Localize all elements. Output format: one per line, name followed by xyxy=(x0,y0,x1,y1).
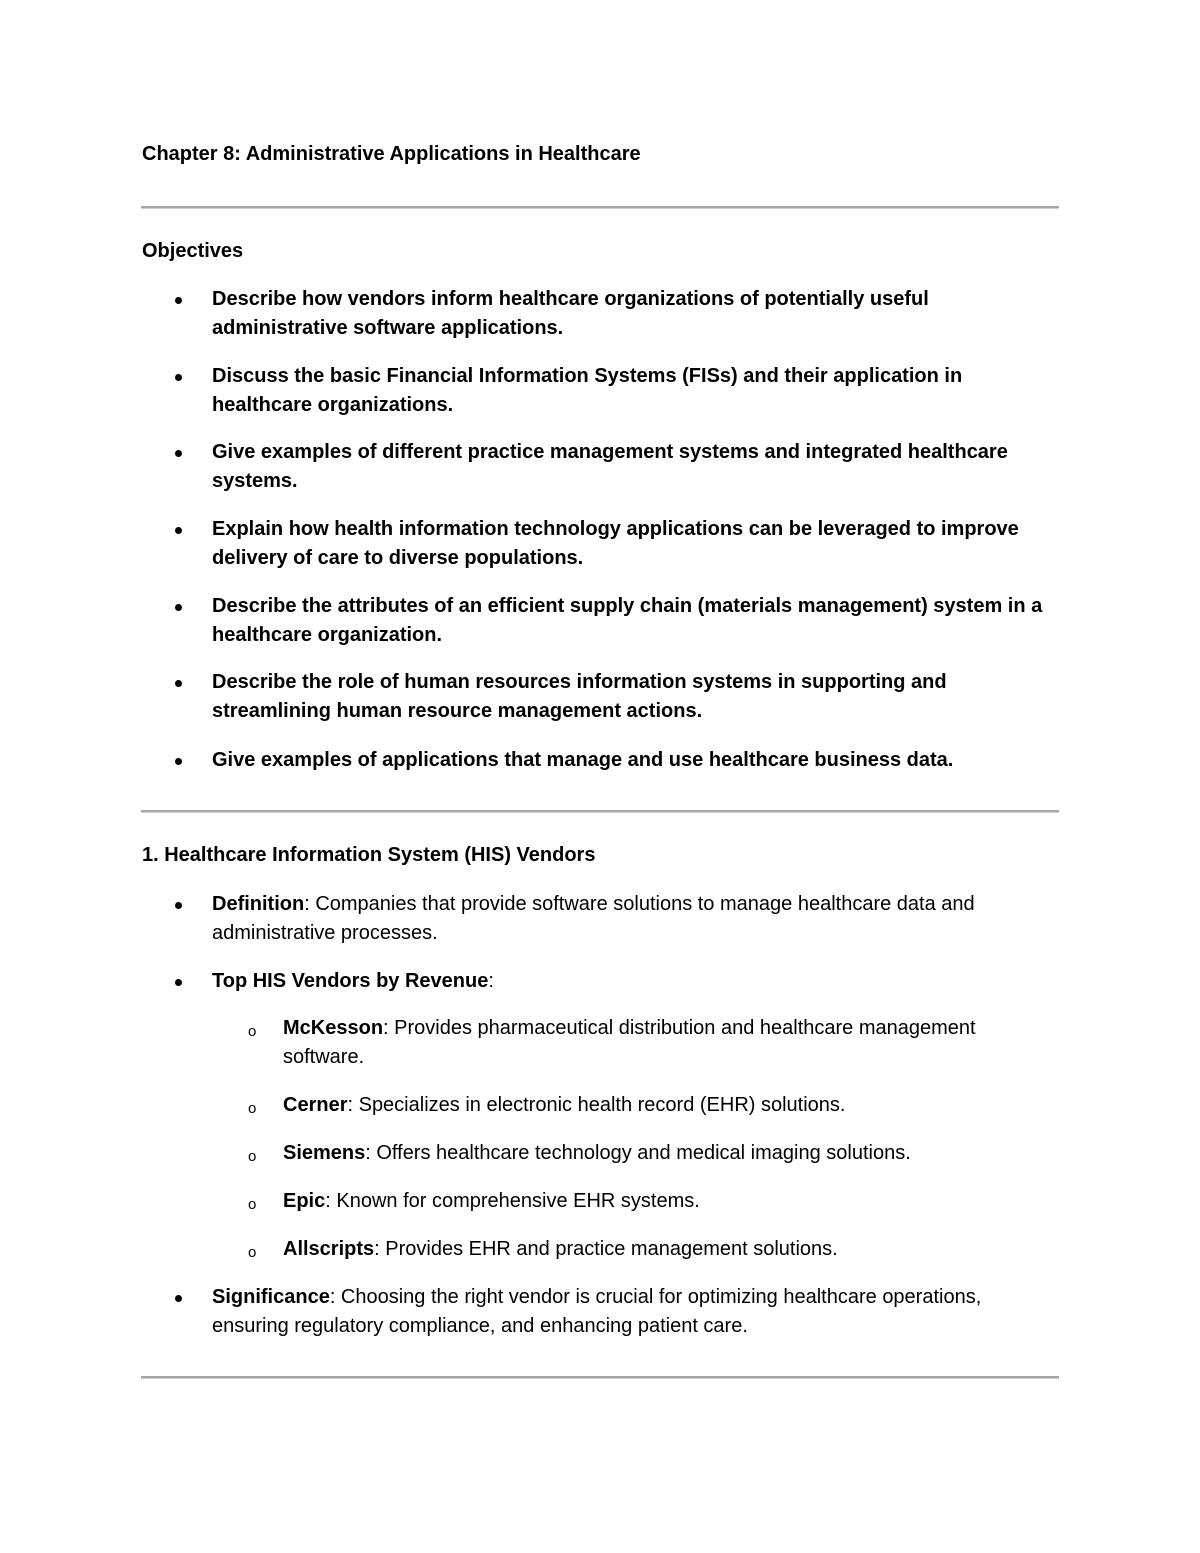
bullet-icon xyxy=(175,979,182,986)
horizontal-rule xyxy=(141,810,1059,813)
bullet-icon xyxy=(175,374,182,381)
vendor-name: Cerner xyxy=(283,1094,348,1116)
vendor-item xyxy=(283,1187,1053,1216)
circle-bullet-icon: o xyxy=(248,1023,257,1040)
bullet-icon xyxy=(175,758,182,765)
vendor-item xyxy=(283,1235,1053,1264)
circle-bullet-icon: o xyxy=(248,1100,257,1117)
circle-bullet-icon: o xyxy=(248,1196,257,1213)
top-vendors-suffix: : xyxy=(488,970,494,992)
bullet-icon xyxy=(175,527,182,534)
vendor-item xyxy=(283,1014,1053,1072)
vendor-name: Epic xyxy=(283,1190,326,1212)
circle-bullet-icon: o xyxy=(248,1244,257,1261)
vendor-description: : Offers healthcare technology and medical imaging solutions. xyxy=(365,1142,911,1164)
significance-item xyxy=(212,1283,1062,1341)
objectives-heading: Objectives xyxy=(142,240,244,262)
bullet-icon xyxy=(175,604,182,611)
page-title: Chapter 8: Administrative Applications in Healthcare xyxy=(142,143,641,165)
objective-item: Explain how health information technology applications can be leveraged to improve delivery of care to diverse populations. xyxy=(212,518,1019,569)
vendor-description: : Provides pharmaceutical distribution and healthcare management software. xyxy=(283,1017,976,1068)
objective-item: Discuss the basic Financial Information Systems (FISs) and their application in healthcare organizations. xyxy=(212,365,963,416)
section-heading: 1. Healthcare Information System (HIS) Vendors xyxy=(142,844,596,866)
vendor-name: Allscripts xyxy=(283,1238,375,1260)
horizontal-rule xyxy=(141,1376,1059,1379)
top-vendors-item xyxy=(212,967,1062,996)
bullet-icon xyxy=(175,902,182,909)
vendor-item xyxy=(283,1091,1053,1120)
significance-text: : Choosing the right vendor is crucial for optimizing healthcare operations, ensuring regulatory compliance, and enhancing patient care. xyxy=(212,1286,982,1337)
bullet-icon xyxy=(175,297,182,304)
bullet-icon xyxy=(175,1295,182,1302)
bullet-icon xyxy=(175,450,182,457)
circle-bullet-icon: o xyxy=(248,1148,257,1165)
objective-item: Describe the attributes of an efficient supply chain (materials management) system in a healthcare organization. xyxy=(212,595,1043,646)
vendor-description: : Specializes in electronic health record (EHR) solutions. xyxy=(347,1094,846,1116)
objective-item: Describe how vendors inform healthcare organizations of potentially useful administrative software applications. xyxy=(212,288,929,339)
vendor-description: : Known for comprehensive EHR systems. xyxy=(325,1190,700,1212)
objective-item: Describe the role of human resources information systems in supporting and streamlining human resource management actions. xyxy=(212,671,947,722)
definition-item xyxy=(212,890,1062,948)
vendor-name: Siemens xyxy=(283,1142,366,1164)
vendor-description: : Provides EHR and practice management solutions. xyxy=(374,1238,838,1260)
objective-item: Give examples of applications that manage and use healthcare business data. xyxy=(212,749,954,771)
objective-item: Give examples of different practice management systems and integrated healthcare systems. xyxy=(212,441,1008,492)
bullet-icon xyxy=(175,680,182,687)
definition-text: : Companies that provide software solutions to manage healthcare data and administrative processes. xyxy=(212,893,975,944)
horizontal-rule xyxy=(141,206,1059,209)
vendor-name: McKesson xyxy=(283,1017,384,1039)
significance-term: Significance xyxy=(212,1286,330,1308)
top-vendors-term: Top HIS Vendors by Revenue xyxy=(212,970,489,992)
vendor-item xyxy=(283,1139,1053,1168)
definition-term: Definition xyxy=(212,893,305,915)
